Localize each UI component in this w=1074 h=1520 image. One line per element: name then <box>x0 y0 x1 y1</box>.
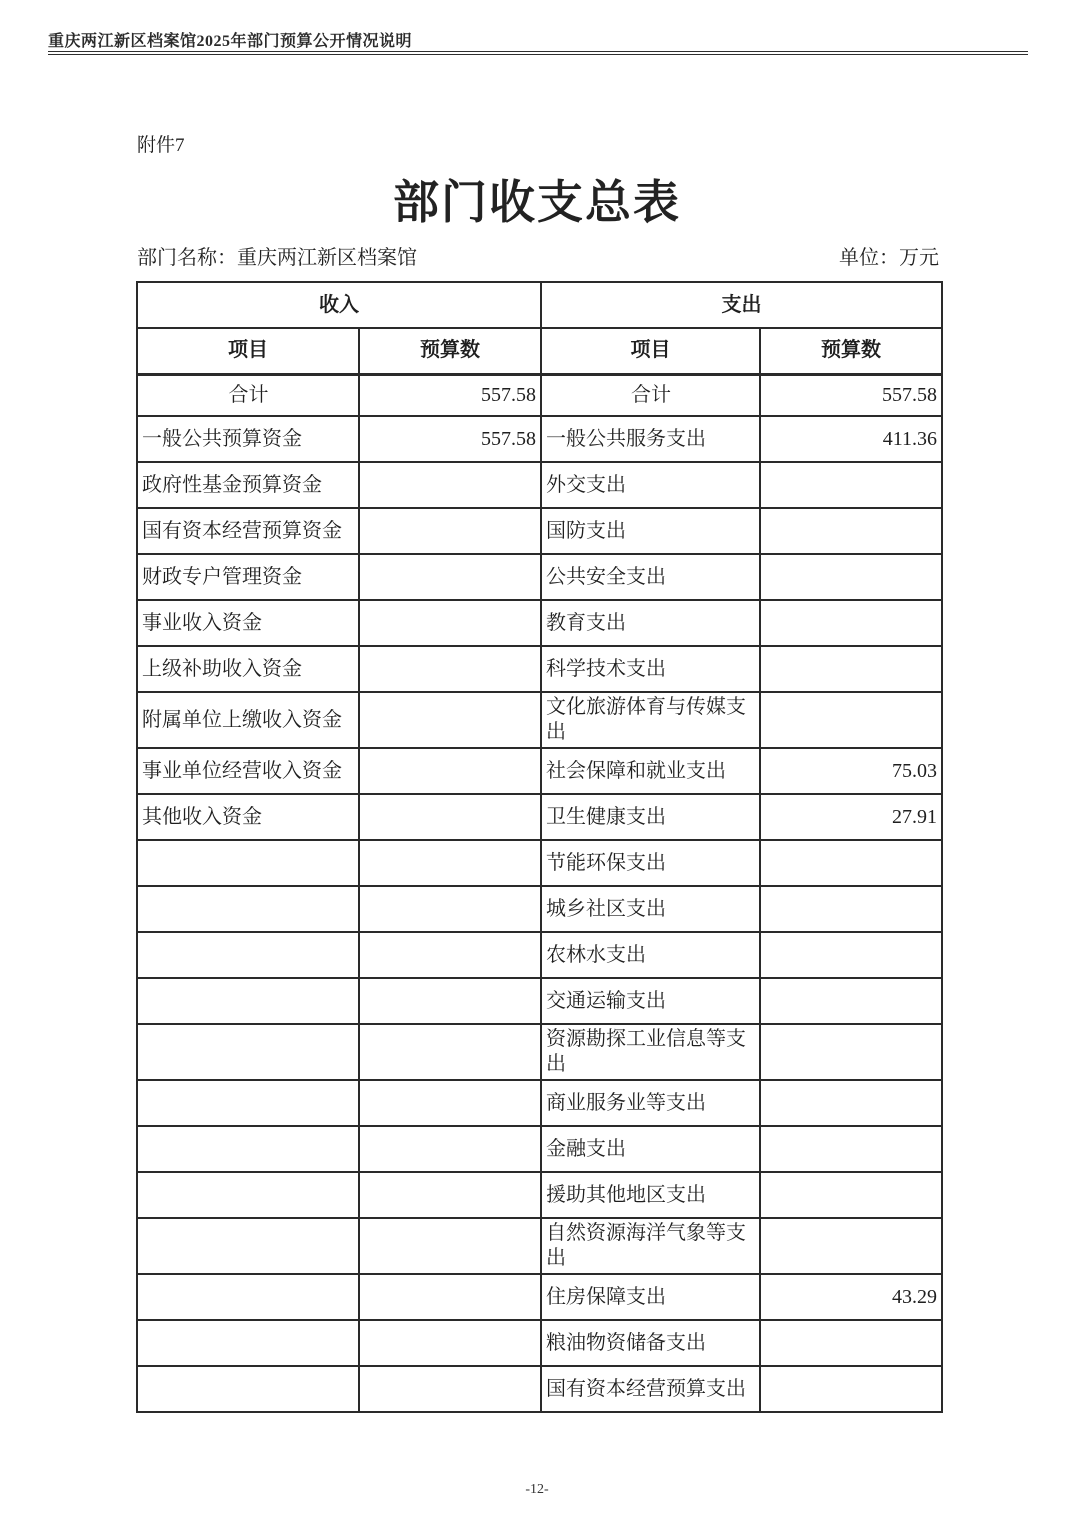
income-budget-column-header: 预算数 <box>359 328 541 374</box>
expense-item-cell: 交通运输支出 <box>541 978 760 1024</box>
income-item-cell: 政府性基金预算资金 <box>137 462 359 508</box>
income-total-label-cell: 合计 <box>137 374 359 416</box>
expense-value-cell <box>760 1126 942 1172</box>
expense-value-cell: 27.91 <box>760 794 942 840</box>
table-row <box>137 886 942 932</box>
page-title: 部门收支总表 <box>393 177 681 228</box>
table-row <box>137 932 942 978</box>
expense-value-cell <box>760 692 942 748</box>
income-value-cell <box>359 1126 541 1172</box>
expense-item-cell: 节能环保支出 <box>541 840 760 886</box>
income-value-cell <box>359 1172 541 1218</box>
table-row <box>137 600 942 646</box>
budget-summary-table <box>136 281 943 1413</box>
income-value-cell <box>359 462 541 508</box>
income-value-cell <box>359 646 541 692</box>
expense-item-cell: 卫生健康支出 <box>541 794 760 840</box>
expense-item-cell: 教育支出 <box>541 600 760 646</box>
expense-value-cell <box>760 1024 942 1080</box>
income-value-cell: 557.58 <box>359 416 541 462</box>
expense-value-cell: 43.29 <box>760 1274 942 1320</box>
expense-value-cell <box>760 508 942 554</box>
income-section-header: 收入 <box>137 282 541 328</box>
income-item-cell <box>137 932 359 978</box>
income-item-cell: 上级补助收入资金 <box>137 646 359 692</box>
page-number: -12- <box>525 1482 549 1497</box>
table-row <box>137 416 942 462</box>
header-note: 重庆两江新区档案馆2025年部门预算公开情况说明 <box>48 33 413 50</box>
expense-value-cell <box>760 1366 942 1412</box>
expense-value-cell <box>760 978 942 1024</box>
income-value-cell <box>359 794 541 840</box>
income-item-cell: 附属单位上缴收入资金 <box>137 692 359 748</box>
income-item-cell: 国有资本经营预算资金 <box>137 508 359 554</box>
table-row <box>137 978 942 1024</box>
expense-item-cell: 社会保障和就业支出 <box>541 748 760 794</box>
expense-item-cell: 住房保障支出 <box>541 1274 760 1320</box>
table-row <box>137 646 942 692</box>
expense-item-cell: 城乡社区支出 <box>541 886 760 932</box>
table-row <box>137 1320 942 1366</box>
header-divider-rule <box>48 51 1028 55</box>
expense-value-cell <box>760 462 942 508</box>
table-row <box>137 1366 942 1412</box>
expense-section-header: 支出 <box>541 282 942 328</box>
expense-value-cell <box>760 886 942 932</box>
table-row <box>137 692 942 748</box>
expense-item-cell: 一般公共服务支出 <box>541 416 760 462</box>
expense-value-cell <box>760 1080 942 1126</box>
expense-item-cell: 农林水支出 <box>541 932 760 978</box>
table-meta-row <box>137 241 939 270</box>
expense-item-cell: 自然资源海洋气象等支出 <box>541 1218 760 1274</box>
income-value-cell <box>359 1024 541 1080</box>
expense-item-cell: 公共安全支出 <box>541 554 760 600</box>
expense-item-cell: 外交支出 <box>541 462 760 508</box>
expense-total-label-cell: 合计 <box>541 374 760 416</box>
income-item-cell <box>137 1080 359 1126</box>
expense-item-cell: 国有资本经营预算支出 <box>541 1366 760 1412</box>
expense-total-value-cell: 557.58 <box>760 374 942 416</box>
income-value-cell <box>359 1218 541 1274</box>
expense-value-cell <box>760 600 942 646</box>
expense-value-cell <box>760 554 942 600</box>
table-row <box>137 554 942 600</box>
income-item-column-header: 项目 <box>137 328 359 374</box>
income-item-cell <box>137 1274 359 1320</box>
income-value-cell <box>359 1366 541 1412</box>
income-item-cell <box>137 1366 359 1412</box>
income-item-cell <box>137 978 359 1024</box>
unit-label: 单位：万元 <box>839 247 939 269</box>
expense-item-cell: 文化旅游体育与传媒支出 <box>541 692 760 748</box>
income-value-cell <box>359 748 541 794</box>
table-row <box>137 1172 942 1218</box>
income-value-cell <box>359 840 541 886</box>
expense-budget-column-header: 预算数 <box>760 328 942 374</box>
table-row <box>137 1024 942 1080</box>
section-header-row <box>137 282 942 328</box>
expense-value-cell: 75.03 <box>760 748 942 794</box>
table-row <box>137 1080 942 1126</box>
table-row <box>137 794 942 840</box>
table-row <box>137 462 942 508</box>
expense-item-cell: 商业服务业等支出 <box>541 1080 760 1126</box>
income-item-cell <box>137 1126 359 1172</box>
income-item-cell <box>137 1218 359 1274</box>
expense-item-cell: 国防支出 <box>541 508 760 554</box>
income-value-cell <box>359 1274 541 1320</box>
expense-item-cell: 资源勘探工业信息等支出 <box>541 1024 760 1080</box>
budget-table-body <box>137 374 942 1412</box>
expense-value-cell <box>760 1320 942 1366</box>
expense-value-cell <box>760 840 942 886</box>
income-value-cell <box>359 1080 541 1126</box>
table-row <box>137 1218 942 1274</box>
income-value-cell <box>359 1320 541 1366</box>
income-value-cell <box>359 886 541 932</box>
table-row <box>137 508 942 554</box>
expense-item-cell: 金融支出 <box>541 1126 760 1172</box>
income-item-cell: 一般公共预算资金 <box>137 416 359 462</box>
department-name-label: 部门名称：重庆两江新区档案馆 <box>137 247 417 269</box>
income-item-cell: 其他收入资金 <box>137 794 359 840</box>
expense-item-cell: 粮油物资储备支出 <box>541 1320 760 1366</box>
total-row <box>137 374 942 416</box>
income-item-cell: 事业收入资金 <box>137 600 359 646</box>
income-value-cell <box>359 692 541 748</box>
expense-item-cell: 科学技术支出 <box>541 646 760 692</box>
income-value-cell <box>359 508 541 554</box>
attachment-label: 附件7 <box>137 135 185 156</box>
income-item-cell <box>137 840 359 886</box>
income-item-cell <box>137 1320 359 1366</box>
income-value-cell <box>359 932 541 978</box>
income-value-cell <box>359 554 541 600</box>
table-row <box>137 840 942 886</box>
column-header-row <box>137 328 942 374</box>
income-item-cell: 财政专户管理资金 <box>137 554 359 600</box>
income-item-cell <box>137 1024 359 1080</box>
expense-value-cell <box>760 932 942 978</box>
expense-value-cell <box>760 1172 942 1218</box>
expense-item-column-header: 项目 <box>541 328 760 374</box>
income-value-cell <box>359 600 541 646</box>
income-item-cell <box>137 886 359 932</box>
income-total-value-cell: 557.58 <box>359 374 541 416</box>
income-item-cell <box>137 1172 359 1218</box>
expense-item-cell: 援助其他地区支出 <box>541 1172 760 1218</box>
table-row <box>137 1274 942 1320</box>
income-item-cell: 事业单位经营收入资金 <box>137 748 359 794</box>
expense-value-cell <box>760 1218 942 1274</box>
expense-value-cell <box>760 646 942 692</box>
table-row <box>137 1126 942 1172</box>
table-row <box>137 748 942 794</box>
expense-value-cell: 411.36 <box>760 416 942 462</box>
income-value-cell <box>359 978 541 1024</box>
